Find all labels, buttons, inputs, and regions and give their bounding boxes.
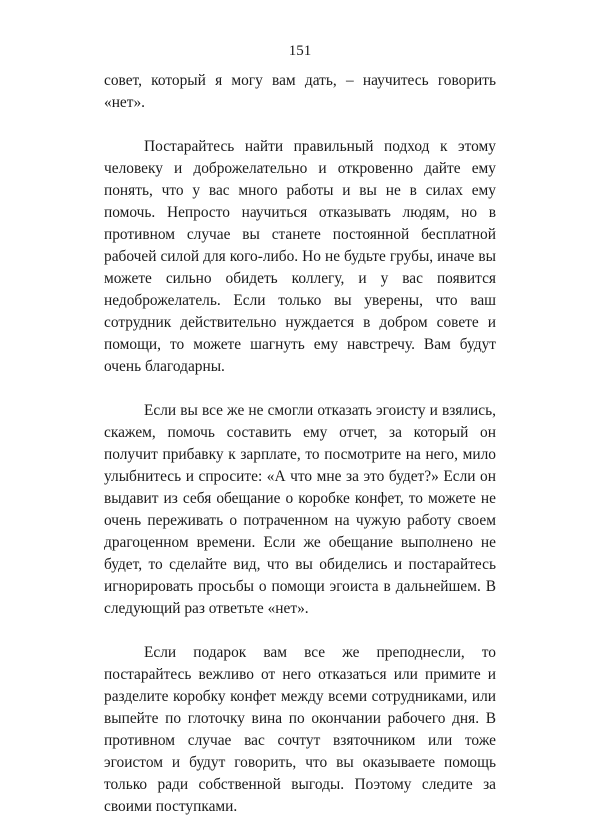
- paragraph: Постарайтесь найти правильный подход к этому человеку и доброжелательно и откровенно дайте ему понять, что у вас много работы и вы не в силах ему помочь. Непросто научиться отказывать людям, но в противном случае вы станете постоянной бесплатной рабочей силой для кого-либо. Но не будьте грубы, иначе вы можете сильно обидеть коллегу, и у вас появится недоброжелатель. Если только вы уверены, что ваш сотрудник действительно нуждается в добром совете и помощи, то можете шагнуть ему навстречу. Вам будут очень благодарны.: [104, 138, 496, 375]
- paragraph-continuation: совет, который я могу вам дать, – научитесь говорить «нет».: [104, 72, 496, 111]
- paragraph: Если подарок вам все же преподнесли, то постарайтесь вежливо от него отказаться или примите и разделите коробку конфет между всеми сотрудниками, или выпейте по глоточку вина по окончании рабочего дня. В противном случае вас сочтут взяточником или тоже эгоистом и будут говорить, что вы оказываете помощь только ради собственной выгоды. Поэтому следите за своими поступками.: [104, 644, 496, 815]
- body-text: [104, 70, 496, 818]
- page-number: 151: [288, 43, 312, 59]
- paragraph: Если вы все же не смогли отказать эгоисту и взялись, скажем, помочь составить ему отчет, за который он получит прибавку к зарплате, то посмотрите на него, мило улыбнитесь и спросите: «А что мне за это будет?» Если он выдавит из себя обещание о коробке конфет, то можете не очень переживать о потраченном на чужую работу своем драгоценном времени. Если же обещание выполнено не будет, то сделайте вид, что вы обиделись и постарайтесь игнорировать просьбы о помощи эгоиста в дальнейшем. В следующий раз ответьте «нет».: [104, 402, 496, 617]
